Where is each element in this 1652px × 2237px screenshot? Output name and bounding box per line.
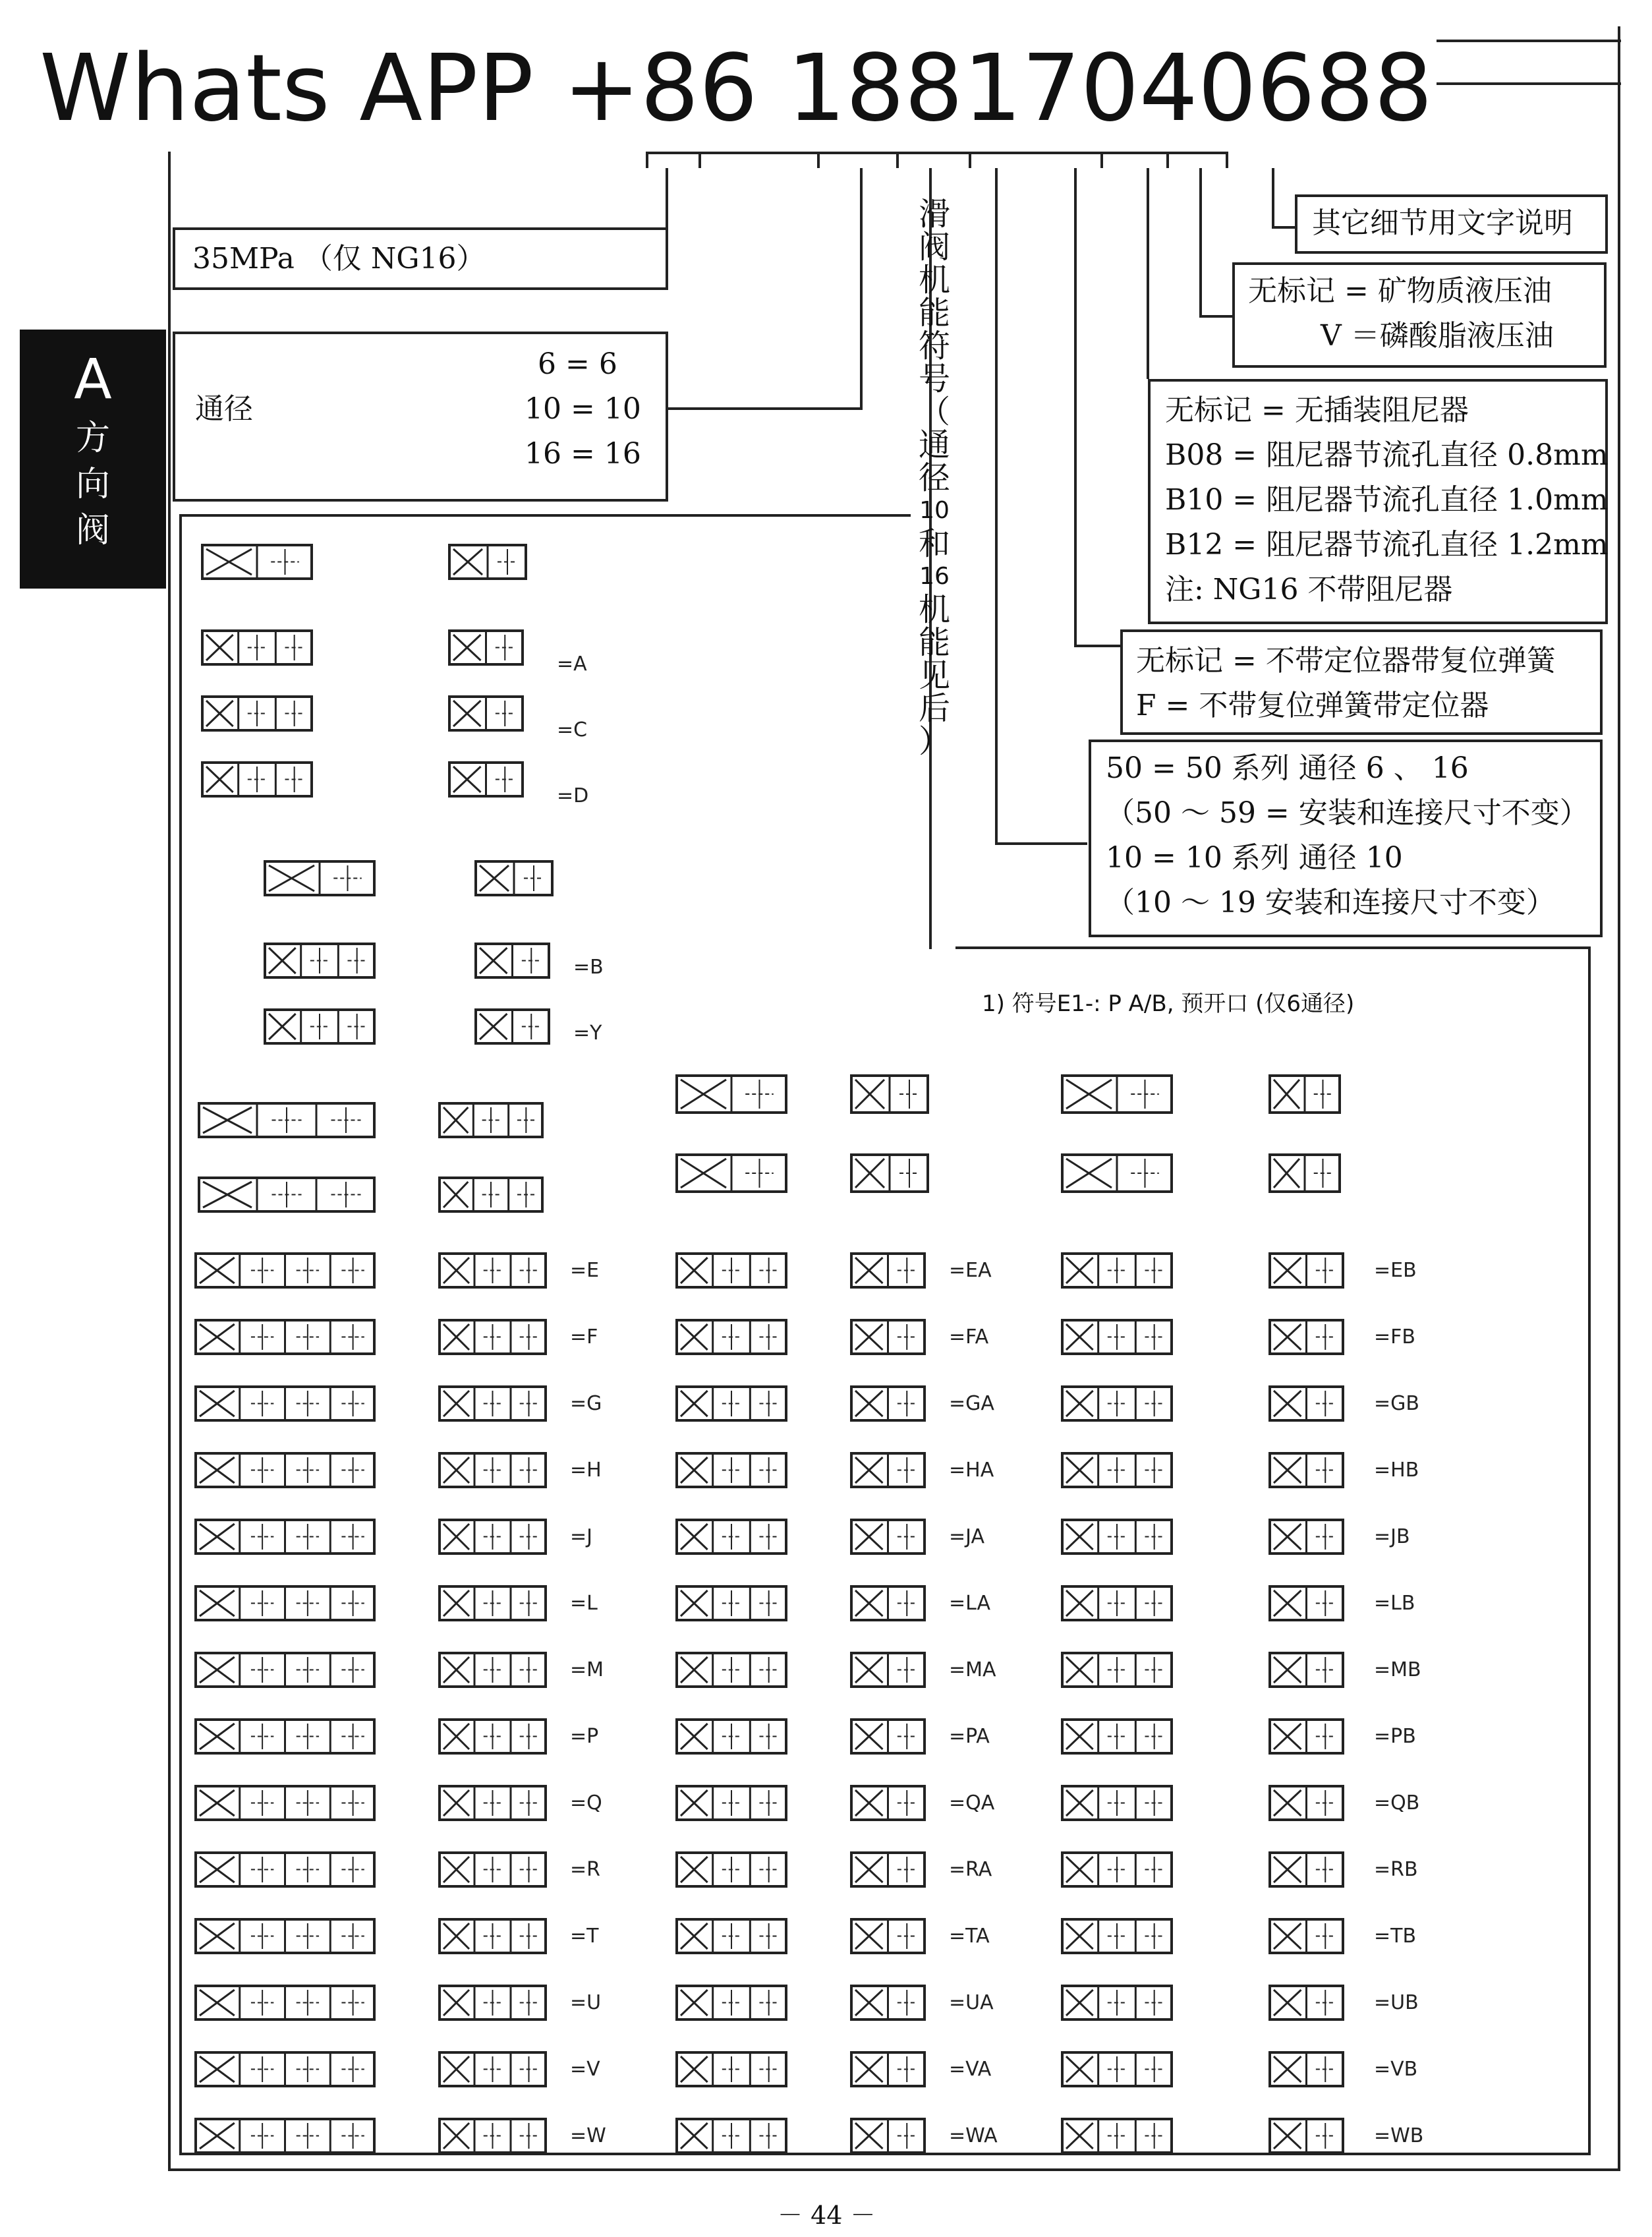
spool-code-label: =PB	[1374, 1725, 1416, 1748]
spool-symbol-right-3pos	[1061, 1652, 1173, 1688]
spool-symbol-mid-2pos	[850, 1718, 926, 1755]
orifice-note: 注: NG16 不带阻尼器	[1165, 573, 1453, 606]
valve-header-symbol	[675, 1153, 787, 1193]
footnote: 1) 符号E1-: P A/B, 预开口 (仅6通径)	[982, 991, 1355, 1017]
spool-code-label: =C	[557, 718, 588, 741]
spool-symbol-left-3pos	[194, 1985, 376, 2021]
series-3: （10 ～ 19 安装和连接尺寸不变）	[1106, 886, 1555, 919]
spool-code-label: =RB	[1374, 1858, 1418, 1881]
spool-symbol-left-2pos	[448, 629, 524, 666]
spool-symbol-right-2pos	[1268, 1519, 1344, 1555]
pressure-box	[173, 227, 668, 290]
spool-symbol-mid-2pos	[850, 1252, 926, 1289]
spool-symbol-right-2pos	[1268, 1385, 1344, 1422]
spool-code-label: =L	[570, 1592, 598, 1615]
orifice-0: 无标记 = 无插装阻尼器	[1165, 393, 1469, 427]
spool-symbol-right-3pos	[1061, 1585, 1173, 1621]
spool-code-label: =E	[570, 1259, 600, 1282]
spool-code-label: =WB	[1374, 2124, 1424, 2147]
spool-symbol-left-3pos	[194, 1585, 376, 1621]
spool-symbol-left-3pos	[194, 1851, 376, 1888]
spool-code-label: =V	[570, 2058, 600, 2081]
spool-symbol-left-2pos	[438, 1918, 547, 1954]
valve-header-symbol	[1268, 1153, 1341, 1193]
spool-code-label: =JA	[949, 1525, 984, 1548]
orifice-2: B10 = 阻尼器节流孔直径 1.0mm	[1165, 483, 1609, 517]
spool-symbol-left-3pos	[194, 2051, 376, 2087]
spool-symbol-right-3pos	[1061, 1785, 1173, 1821]
spool-symbol-mid-2pos	[850, 2118, 926, 2154]
section-char-3: 阀	[75, 511, 110, 550]
spool-code-label: =FA	[949, 1325, 989, 1349]
valve-header-symbol	[675, 1074, 787, 1114]
spool-symbol-right-3pos	[1061, 2051, 1173, 2087]
spool-symbol-left-2pos	[438, 1851, 547, 1888]
spool-code-label: =P	[570, 1725, 599, 1748]
spool-code-label: =B	[573, 956, 604, 979]
series-2: 10 = 10 系列 通径 10	[1106, 841, 1403, 875]
spool-code-label: =Y	[573, 1022, 602, 1045]
spool-code-label: =QA	[949, 1791, 995, 1815]
spool-code-label: =D	[557, 784, 589, 807]
valve-header-symbol	[850, 1074, 929, 1114]
spool-symbol-left-3pos	[201, 761, 313, 798]
spool-symbol-left-2pos	[448, 761, 524, 798]
spool-symbol-left-2pos	[438, 1652, 547, 1688]
spool-symbol-mid-3pos	[675, 1385, 787, 1422]
spool-code-label: =VA	[949, 2058, 992, 2081]
spool-code-label: =MB	[1374, 1658, 1421, 1681]
valve-header-symbol	[201, 544, 313, 580]
spool-code-label: =G	[570, 1392, 602, 1415]
size-16: 16 = 16	[525, 437, 641, 471]
detent-1: F = 不带复位弹簧带定位器	[1136, 689, 1489, 722]
spool-symbol-mid-3pos	[675, 1785, 787, 1821]
spool-symbol-right-3pos	[1061, 1385, 1173, 1422]
spool-symbol-right-3pos	[1061, 1519, 1173, 1555]
page-number: － 44 －	[778, 2201, 876, 2230]
spool-symbol-left-3pos	[194, 1319, 376, 1355]
spool-symbol-left-3pos	[194, 1385, 376, 1422]
spool-symbol-right-3pos	[1061, 1718, 1173, 1755]
spool-symbol-mid-2pos	[850, 1851, 926, 1888]
spool-symbol-right-2pos	[1268, 1252, 1344, 1289]
spool-symbol-left-2pos	[438, 1585, 547, 1621]
spool-code-label: =UA	[949, 1991, 994, 2014]
spool-symbol-right-3pos	[1061, 1452, 1173, 1488]
spool-symbol-mid-2pos	[850, 1985, 926, 2021]
spool-symbol-mid-3pos	[675, 1452, 787, 1488]
orifice-3: B12 = 阻尼器节流孔直径 1.2mm	[1165, 528, 1609, 562]
spool-symbol-right-3pos	[1061, 1319, 1173, 1355]
spool-symbol-right-2pos	[1268, 2118, 1344, 2154]
spool-symbol-left-3pos	[201, 629, 313, 666]
series-1: （50 ～ 59 = 安装和连接尺寸不变）	[1106, 796, 1589, 830]
valve-header-symbol	[438, 1177, 544, 1213]
whatsapp-contact: Whats APP +86 18817040688	[40, 35, 1433, 142]
spool-symbol-mid-3pos	[675, 1252, 787, 1289]
detent-box	[1120, 629, 1603, 735]
spool-code-label: =F	[570, 1325, 598, 1349]
spool-symbol-left-3pos	[194, 2118, 376, 2154]
spool-symbol-right-2pos	[1268, 2051, 1344, 2087]
spool-symbol-left-3pos	[201, 695, 313, 732]
spool-symbol-mid-2pos	[850, 2051, 926, 2087]
spool-symbol-mid-3pos	[675, 1718, 787, 1755]
spool-symbol-left-3pos	[264, 1008, 376, 1045]
orifice-box	[1148, 379, 1608, 624]
other-details-box	[1295, 194, 1608, 254]
spool-symbol-mid-2pos	[850, 1319, 926, 1355]
detent-0: 无标记 = 不带定位器带复位弹簧	[1136, 644, 1556, 678]
section-char-2: 向	[75, 465, 110, 504]
spool-symbol-mid-2pos	[850, 1519, 926, 1555]
valve-header-symbol	[1061, 1074, 1173, 1114]
pressure-text: 35MPa （仅 NG16）	[192, 242, 486, 276]
size-6: 6 = 6	[538, 347, 617, 381]
spool-code-label: =HA	[949, 1459, 994, 1482]
spool-code-label: =VB	[1374, 2058, 1418, 2081]
spool-symbol-right-2pos	[1268, 1319, 1344, 1355]
spool-symbol-left-2pos	[438, 2118, 547, 2154]
fluid-v: V ＝磷酸脂液压油	[1321, 319, 1554, 353]
section-letter: A	[74, 347, 112, 411]
spool-symbol-right-3pos	[1061, 1252, 1173, 1289]
spool-symbol-right-2pos	[1268, 1652, 1344, 1688]
spool-symbol-mid-2pos	[850, 1918, 926, 1954]
series-0: 50 = 50 系列 通径 6 、 16	[1106, 751, 1469, 785]
spool-symbol-left-3pos	[194, 1519, 376, 1555]
valve-header-symbol	[474, 860, 554, 896]
spool-code-label: =T	[570, 1925, 599, 1948]
spool-code-label: =TB	[1374, 1925, 1417, 1948]
spool-function-vertical: 滑 阀 机 能 符 号 （ 通 径 10 和 16 机 能 见 后 ）	[918, 196, 950, 760]
spool-code-label: =MA	[949, 1658, 996, 1681]
spool-symbol-mid-2pos	[850, 1452, 926, 1488]
spool-symbol-right-2pos	[1268, 1918, 1344, 1954]
spool-code-label: =M	[570, 1658, 604, 1681]
section-char-1: 方	[75, 419, 110, 458]
spool-code-label: =EB	[1374, 1259, 1417, 1282]
spool-code-label: =J	[570, 1525, 592, 1548]
spool-code-label: =QB	[1374, 1791, 1420, 1815]
orifice-1: B08 = 阻尼器节流孔直径 0.8mm	[1165, 438, 1609, 472]
spool-symbol-right-2pos	[1268, 1452, 1344, 1488]
section-tab	[20, 330, 166, 589]
spool-symbol-left-3pos	[194, 1785, 376, 1821]
fluid-default: 无标记 = 矿物质液压油	[1248, 274, 1552, 308]
spool-code-label: =TA	[949, 1925, 990, 1948]
valve-header-symbol	[198, 1177, 376, 1213]
spool-code-label: =U	[570, 1991, 602, 2014]
other-details-text: 其它细节用文字说明	[1312, 206, 1573, 240]
spool-code-label: =GA	[949, 1392, 994, 1415]
valve-header-symbol	[1268, 1074, 1341, 1114]
spool-symbol-right-3pos	[1061, 1918, 1173, 1954]
spool-symbol-left-2pos	[438, 1519, 547, 1555]
spool-code-label: =Q	[570, 1791, 602, 1815]
valve-header-symbol	[264, 860, 376, 896]
spool-code-label: =LA	[949, 1592, 991, 1615]
spool-symbol-mid-2pos	[850, 1652, 926, 1688]
spool-symbol-left-3pos	[194, 1452, 376, 1488]
spool-symbol-right-3pos	[1061, 2118, 1173, 2154]
spool-symbol-left-2pos	[438, 1718, 547, 1755]
spool-symbol-right-2pos	[1268, 1785, 1344, 1821]
spool-symbol-left-2pos	[474, 1008, 550, 1045]
spool-code-label: =LB	[1374, 1592, 1415, 1615]
spool-symbol-mid-3pos	[675, 1519, 787, 1555]
spool-code-label: =PA	[949, 1725, 990, 1748]
spool-symbol-mid-2pos	[850, 1585, 926, 1621]
spool-symbol-mid-3pos	[675, 1585, 787, 1621]
spool-symbol-mid-3pos	[675, 1319, 787, 1355]
spool-code-label: =W	[570, 2124, 606, 2147]
spool-symbol-left-3pos	[194, 1652, 376, 1688]
spool-symbol-mid-3pos	[675, 2051, 787, 2087]
spool-symbol-right-2pos	[1268, 1985, 1344, 2021]
size-10: 10 = 10	[525, 392, 641, 426]
spool-code-label: =A	[557, 653, 587, 676]
valve-header-symbol	[850, 1153, 929, 1193]
spool-code-label: =FB	[1374, 1325, 1415, 1349]
spool-code-label: =JB	[1374, 1525, 1410, 1548]
spool-code-label: =R	[570, 1858, 600, 1881]
spool-symbol-mid-2pos	[850, 1385, 926, 1422]
spool-symbol-right-3pos	[1061, 1985, 1173, 2021]
spool-symbol-left-2pos	[438, 1385, 547, 1422]
spool-symbol-left-2pos	[474, 943, 550, 979]
spool-symbol-mid-3pos	[675, 1918, 787, 1954]
valve-header-symbol	[1061, 1153, 1173, 1193]
spool-code-label: =EA	[949, 1259, 992, 1282]
spool-symbol-left-2pos	[438, 2051, 547, 2087]
spool-symbol-mid-3pos	[675, 1652, 787, 1688]
spool-symbol-left-3pos	[194, 1718, 376, 1755]
valve-header-symbol	[198, 1102, 376, 1138]
size-label: 通径	[195, 392, 253, 426]
spool-code-label: =HB	[1374, 1459, 1419, 1482]
spool-symbol-left-2pos	[448, 695, 524, 732]
valve-header-symbol	[438, 1102, 544, 1138]
spool-symbol-mid-2pos	[850, 1785, 926, 1821]
spool-code-label: =GB	[1374, 1392, 1419, 1415]
spool-symbol-left-3pos	[194, 1918, 376, 1954]
spool-symbol-right-2pos	[1268, 1718, 1344, 1755]
spool-symbol-left-2pos	[438, 1252, 547, 1289]
spool-code-label: =UB	[1374, 1991, 1419, 2014]
spool-code-label: =WA	[949, 2124, 998, 2147]
fluid-box	[1232, 262, 1607, 368]
spool-symbol-right-2pos	[1268, 1585, 1344, 1621]
valve-header-symbol	[448, 544, 527, 580]
spool-symbol-left-3pos	[264, 943, 376, 979]
spool-symbol-left-2pos	[438, 1319, 547, 1355]
spool-symbol-left-2pos	[438, 1452, 547, 1488]
spool-code-label: =RA	[949, 1858, 992, 1881]
spool-symbol-mid-3pos	[675, 1985, 787, 2021]
spool-code-label: =H	[570, 1459, 602, 1482]
spool-symbol-left-2pos	[438, 1985, 547, 2021]
spool-symbol-left-2pos	[438, 1785, 547, 1821]
series-box	[1089, 740, 1603, 937]
spool-symbol-mid-3pos	[675, 1851, 787, 1888]
spool-symbol-right-2pos	[1268, 1851, 1344, 1888]
spool-symbol-mid-3pos	[675, 2118, 787, 2154]
spool-symbol-right-3pos	[1061, 1851, 1173, 1888]
spool-symbol-left-3pos	[194, 1252, 376, 1289]
size-box	[173, 332, 668, 502]
